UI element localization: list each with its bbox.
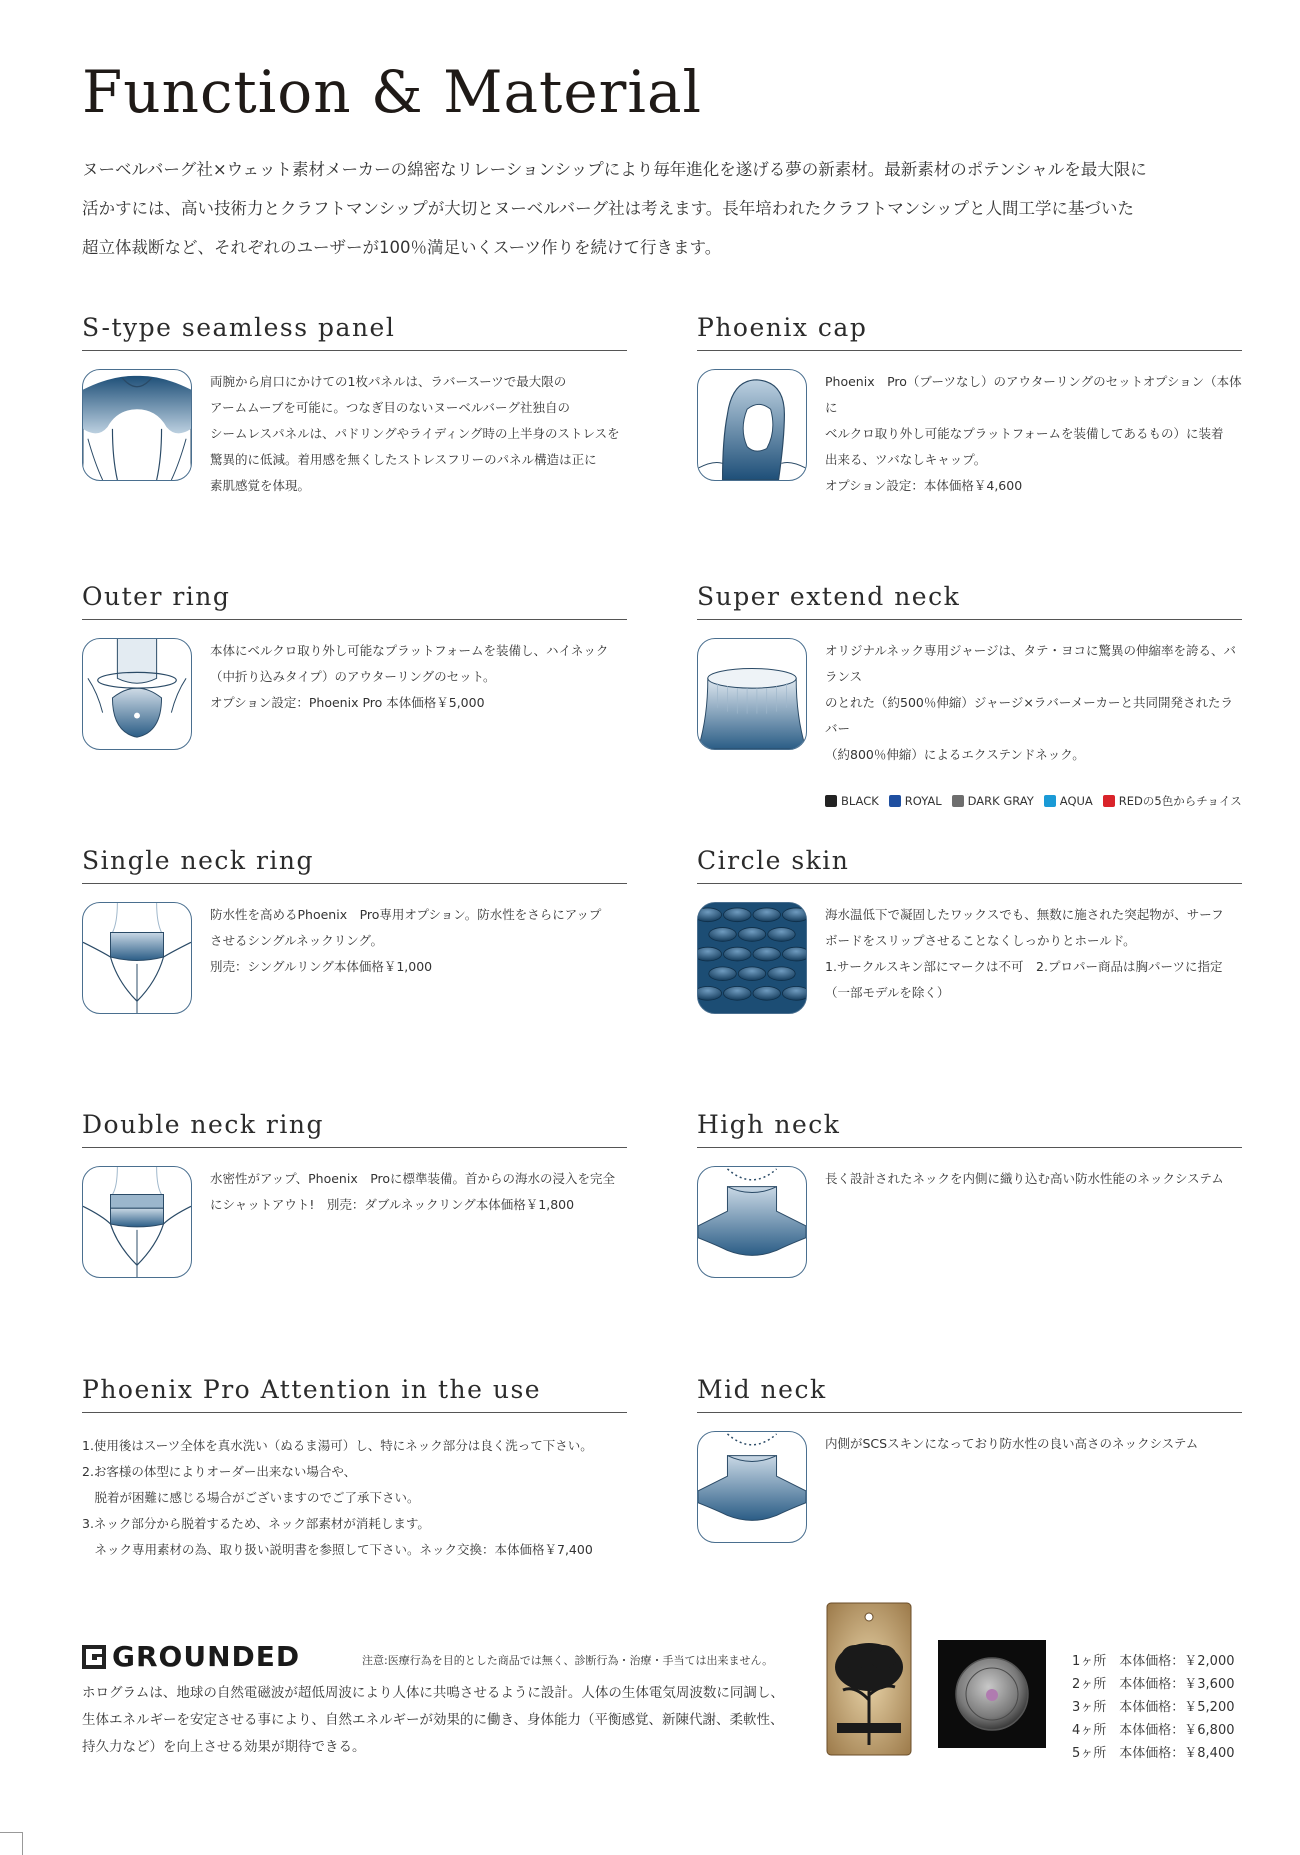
- section-outer-ring: [82, 582, 627, 750]
- description-line: オリジナルネック専用ジャージは、タテ・ヨコに驚異の伸縮率を誇る、バランス: [825, 643, 1237, 684]
- intro-line: ヌーベルバーグ社×ウェット素材メーカーの綿密なリレーションシップにより毎年進化を遂げる夢の新素材。最新素材のポテンシャルを最大限に: [82, 160, 1147, 179]
- section-description: [210, 1166, 615, 1278]
- section-title: S-type seamless panel: [82, 313, 627, 351]
- mid-neck-icon: [697, 1431, 807, 1543]
- color-swatch-royal: ROYAL: [889, 788, 942, 814]
- section-title: Single neck ring: [82, 846, 627, 884]
- description-line: 長く設計されたネックを内側に織り込む高い防水性能のネックシステム: [825, 1171, 1224, 1186]
- attention-item: ネック専用素材の為、取り扱い説明書を参照して下さい。ネック交換：本体価格￥7,400: [82, 1542, 593, 1557]
- price-row: 5ヶ所 本体価格：￥8,400: [1072, 1746, 1235, 1761]
- section-title: Phoenix cap: [697, 313, 1242, 351]
- price-row: 3ヶ所 本体価格：￥5,200: [1072, 1700, 1235, 1715]
- section-description: [825, 369, 1242, 499]
- section-description: [825, 1431, 1198, 1543]
- color-swatch-black: BLACK: [825, 788, 879, 814]
- description-line: オプション設定：本体価格￥4,600: [825, 478, 1023, 493]
- double-ring-icon: [82, 1166, 192, 1278]
- price-row: 2ヶ所 本体価格：￥3,600: [1072, 1677, 1235, 1692]
- color-swatch-aqua: AQUA: [1044, 788, 1093, 814]
- section-super-extend-neck: [697, 582, 1242, 814]
- grounded-tag-image: [825, 1595, 913, 1757]
- section-title: Circle skin: [697, 846, 1242, 884]
- section-description: [825, 638, 1242, 814]
- description-line: 素肌感覚を体現。: [210, 478, 311, 493]
- single-ring-icon: [82, 902, 192, 1014]
- description-line: アームムーブを可能に。つなぎ目のないヌーベルバーグ社独自の: [210, 400, 571, 415]
- caution-text: 注意:医療行為を目的とした商品では無く、診断行為・治療・手当ては出来ません。: [362, 1654, 774, 1667]
- section-description: [210, 902, 601, 1014]
- attention-list: [82, 1433, 593, 1563]
- description-line: 両腕から肩口にかけての1枚パネルは、ラバースーツで最大限の: [210, 374, 567, 389]
- hologram-line: 持久力など）を向上させる効果が期待できる。: [82, 1739, 366, 1755]
- intro-line: 活かすには、高い技術力とクラフトマンシップが大切とヌーベルバーグ社は考えます。長年培われたクラフトマンシップと人間工学に基づいた: [82, 199, 1135, 218]
- description-line: のとれた（約500％伸縮）ジャージ×ラバーメーカーと共同開発されたラバー: [825, 695, 1233, 736]
- description-line: オプション設定：Phoenix Pro 本体価格￥5,000: [210, 695, 485, 710]
- description-line: （中折り込みタイプ）のアウターリングのセット。: [210, 669, 496, 684]
- section-circle-skin: [697, 846, 1242, 1014]
- attention-item: 1.使用後はスーツ全体を真水洗い（ぬるま湯可）し、特にネック部分は良く洗って下さい。: [82, 1438, 593, 1453]
- color-options: [825, 788, 1242, 814]
- description-line: ボードをスリップさせることなくしっかりとホールド。: [825, 933, 1136, 948]
- section-description: [210, 369, 620, 499]
- description-line: 防水性を高めるPhoenix Pro専用オプション。防水性をさらにアップ: [210, 907, 602, 922]
- section-title: Double neck ring: [82, 1110, 627, 1148]
- swatch-chip: [1103, 795, 1115, 807]
- grounded-logo-text: GROUNDED: [112, 1640, 301, 1673]
- section-high-neck: [697, 1110, 1242, 1278]
- extend-neck-icon: [697, 638, 807, 750]
- description-line: 別売：シングルリング本体価格￥1,000: [210, 959, 433, 974]
- description-line: 海水温低下で凝固したワックスでも、無数に施された突起物が、サーフ: [825, 907, 1224, 922]
- description-line: （約800％伸縮）によるエクステンドネック。: [825, 747, 1085, 762]
- section-description: [825, 1166, 1224, 1278]
- swatch-chip: [889, 795, 901, 807]
- intro-line: 超立体裁断など、それぞれのユーザーが100％満足いくスーツ作りを続けて行きます。: [82, 238, 722, 257]
- section-description: [210, 638, 608, 750]
- section-title: Phoenix Pro Attention in the use: [82, 1375, 627, 1413]
- description-line: 1.サークルスキン部にマークは不可 2.プロパー商品は胸パーツに指定: [825, 959, 1223, 974]
- description-line: 出来る、ツバなしキャップ。: [825, 452, 987, 467]
- description-line: 驚異的に低減。着用感を無くしたストレスフリーのパネル構造は正に: [210, 452, 597, 467]
- hologram-line: 生体エネルギーを安定させる事により、自然エネルギーが効果的に働き、身体能力（平衡感覚、新陳代謝、柔軟性、: [82, 1712, 784, 1728]
- section-phoenix-cap: [697, 313, 1242, 499]
- hood-icon: [697, 369, 807, 481]
- hologram-line: ホログラムは、地球の自然電磁波が超低周波により人体に共鳴させるように設計。人体の生体電気周波数に同調し、: [82, 1685, 784, 1701]
- section-double-neck-ring: [82, 1110, 627, 1278]
- color-swatch-red: REDの5色からチョイス: [1103, 788, 1242, 814]
- attention-item: 2.お客様の体型によりオーダー出来ない場合や、: [82, 1464, 357, 1479]
- swatch-chip: [825, 795, 837, 807]
- attention-item: 脱着が困難に感じる場合がございますのでご了承下さい。: [82, 1490, 420, 1505]
- high-neck-icon: [697, 1166, 807, 1278]
- description-line: 水密性がアップ、Phoenix Proに標準装備。首からの海水の浸入を完全: [210, 1171, 616, 1186]
- section-title: Mid neck: [697, 1375, 1242, 1413]
- section-title: Outer ring: [82, 582, 627, 620]
- page-title: Function & Material: [82, 58, 703, 126]
- hologram-price-list: [1072, 1650, 1235, 1765]
- outer-ring-icon: [82, 638, 192, 750]
- description-line: シームレスパネルは、パドリングやライディング時の上半身のストレスを: [210, 426, 620, 441]
- description-line: にシャットアウト! 別売：ダブルネックリング本体価格￥1,800: [210, 1197, 575, 1212]
- section-attention: [82, 1375, 627, 1413]
- circle-skin-icon: [697, 902, 807, 1014]
- description-line: Phoenix Pro（ブーツなし）のアウターリングのセットオプション（本体に: [825, 374, 1242, 415]
- description-line: 本体にベルクロ取り外し可能なプラットフォームを装備し、ハイネック: [210, 643, 609, 658]
- section-single-neck-ring: [82, 846, 627, 1014]
- price-row: 4ヶ所 本体価格：￥6,800: [1072, 1723, 1235, 1738]
- description-line: 内側がSCSスキンになっており防水性の良い高さのネックシステム: [825, 1436, 1199, 1451]
- description-line: （一部モデルを除く）: [825, 985, 950, 1000]
- swatch-chip: [952, 795, 964, 807]
- shoulder-panel-icon: [82, 369, 192, 481]
- section-stype-seamless-panel: [82, 313, 627, 499]
- crop-mark: [22, 1832, 23, 1855]
- section-description: [825, 902, 1224, 1014]
- grounded-hologram-coin: [938, 1640, 1046, 1748]
- price-row: 1ヶ所 本体価格：￥2,000: [1072, 1654, 1235, 1669]
- intro-text: [82, 150, 1242, 267]
- hologram-description: [82, 1680, 802, 1761]
- grounded-logo-mark: [82, 1645, 106, 1669]
- swatch-chip: [1044, 795, 1056, 807]
- section-mid-neck: [697, 1375, 1242, 1543]
- attention-item: 3.ネック部分から脱着するため、ネック部素材が消耗します。: [82, 1516, 430, 1531]
- color-swatch-dark-gray: DARK GRAY: [952, 788, 1034, 814]
- grounded-logo: [82, 1640, 300, 1673]
- description-line: ベルクロ取り外し可能なプラットフォームを装備してあるもの）に装着: [825, 426, 1224, 441]
- description-line: させるシングルネックリング。: [210, 933, 383, 948]
- section-title: Super extend neck: [697, 582, 1242, 620]
- section-title: High neck: [697, 1110, 1242, 1148]
- crop-mark: [0, 1832, 22, 1833]
